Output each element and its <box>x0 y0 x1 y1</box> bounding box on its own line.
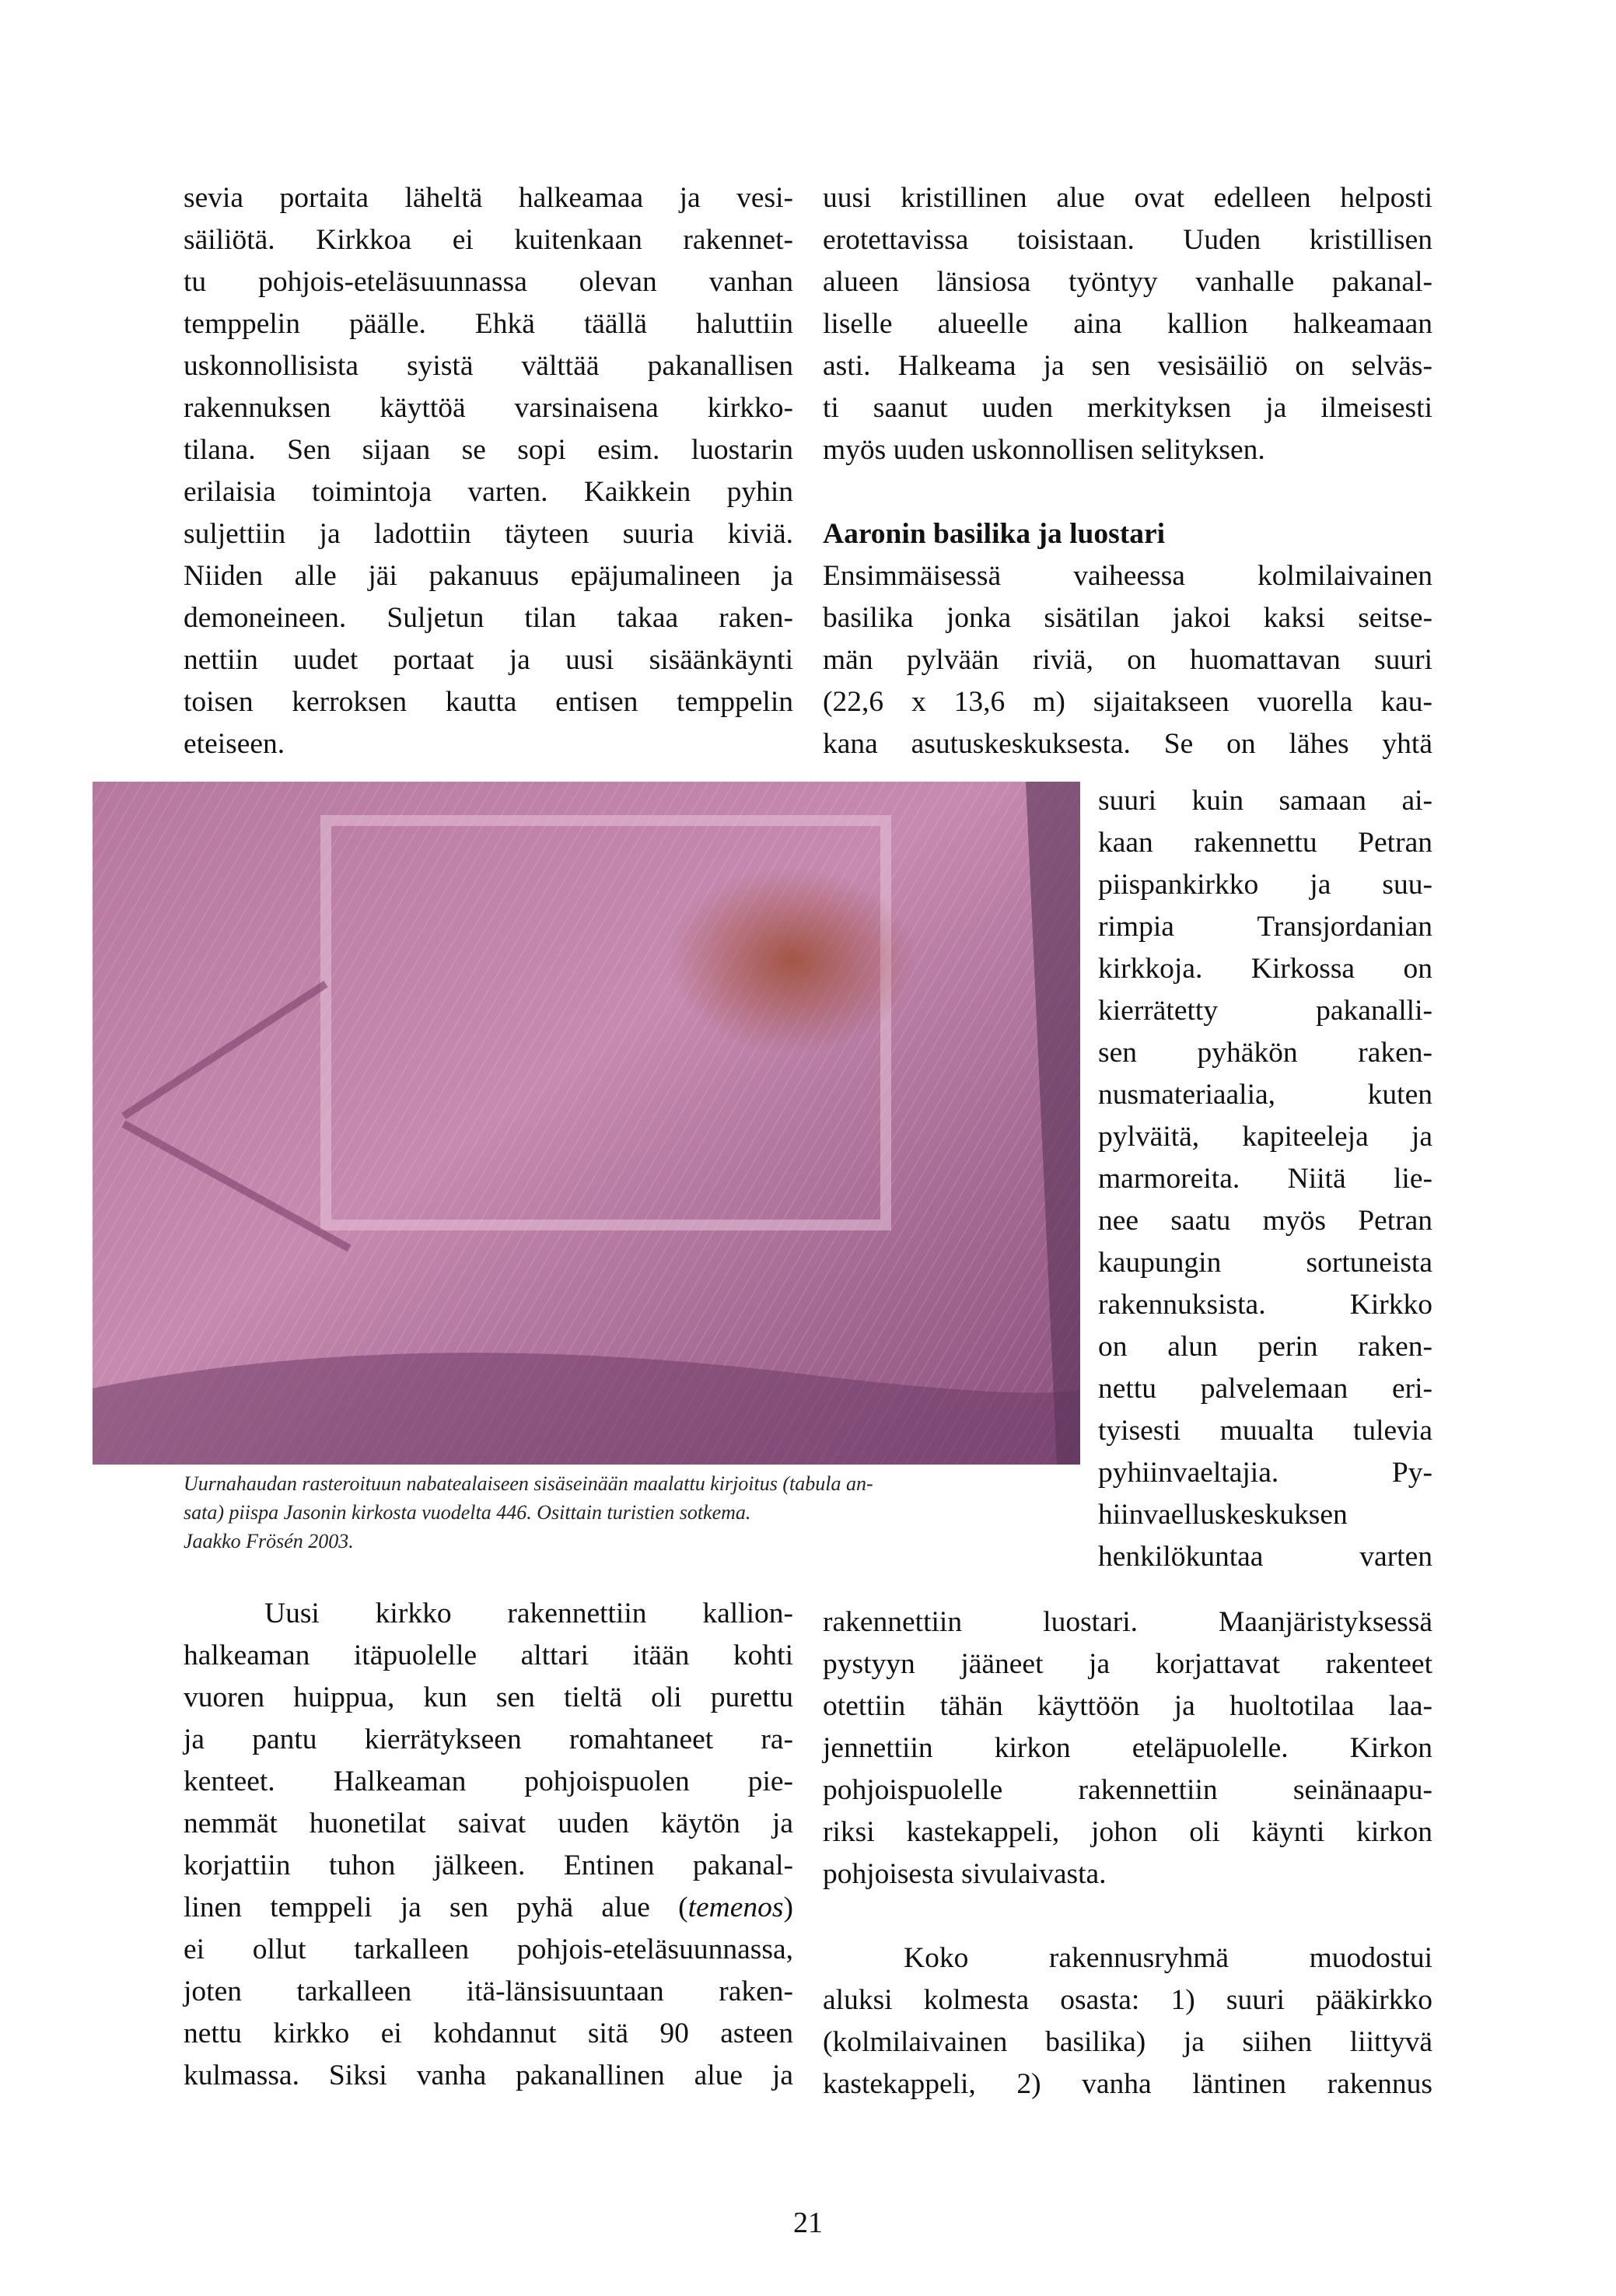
text-line: nee saatu myös Petran <box>1098 1205 1432 1237</box>
text-line: kenteet. Halkeaman pohjoispuolen pie- <box>184 1766 793 1797</box>
right-column-top <box>823 177 1432 765</box>
text-line: uusi kristillinen alue ovat edelleen helposti <box>823 182 1432 214</box>
text-line: Koko rakennusryhmä muodostui <box>904 1942 1432 1974</box>
text-line: kastekappeli, 2) vanha läntinen rakennus <box>823 2068 1432 2100</box>
text-line: jennettiin kirkon eteläpuolelle. Kirkon <box>823 1732 1432 1764</box>
text-line: erilaisia toimintoja varten. Kaikkein pyhin <box>184 476 793 508</box>
text-line: (22,6 x 13,6 m) sijaitakseen vuorella kau- <box>823 686 1432 718</box>
text-line: sevia portaita läheltä halkeamaa ja vesi- <box>184 182 793 214</box>
text-line: kirkkoja. Kirkossa on <box>1098 953 1432 985</box>
right-section-paragraph <box>823 555 1432 765</box>
text-line: uskonnollisista syistä välttää pakanallisen <box>184 350 793 382</box>
text-line: alueen länsiosa työntyy vanhalle pakanal- <box>823 266 1432 298</box>
text-line: nemmät huonetilat saivat uuden käytön ja <box>184 1808 793 1839</box>
text-line: eteiseen. <box>184 728 285 760</box>
text-line: kierrätetty pakanalli- <box>1098 995 1432 1027</box>
text-line: asti. Halkeama ja sen vesisäiliö on selväs- <box>823 350 1432 382</box>
text-line: erotettavissa toisistaan. Uuden kristillisen <box>823 224 1432 256</box>
text-line: on alun perin raken- <box>1098 1331 1432 1363</box>
text-line: pohjoispuolelle rakennettiin seinänaapu- <box>823 1774 1432 1806</box>
text-line: ei ollut tarkalleen pohjois-eteläsuunnassa, <box>184 1934 793 1965</box>
text-line: hiinvaelluskeskuksen <box>1098 1499 1348 1531</box>
text-line: pohjoisesta sivulaivasta. <box>823 1858 1107 1890</box>
left-column-bottom <box>184 1593 793 2097</box>
text-line: suljettiin ja ladottiin täyteen suuria kiviä. <box>184 518 793 550</box>
temenos-line: linen temppeli ja sen pyhä alue (temenos) <box>184 1892 793 1923</box>
text-line: myös uuden uskonnollisen selityksen. <box>823 434 1265 466</box>
left-column-top <box>184 177 793 765</box>
text-line: vuoren huippua, kun sen tieltä oli purettu <box>184 1682 793 1713</box>
text-line: Uusi kirkko rakennettiin kallion- <box>264 1598 793 1629</box>
text-line: riksi kastekappeli, johon oli käynti kirkon <box>823 1816 1432 1848</box>
right-column-narrow <box>1098 780 1432 1578</box>
text-line: pylväitä, kapiteeleja ja <box>1098 1121 1432 1153</box>
text-line: tu pohjois-eteläsuunnassa olevan vanhan <box>184 266 793 298</box>
text-line: nettu kirkko ei kohdannut sitä 90 asteen <box>184 2018 793 2049</box>
right-column-bottom <box>823 1601 1432 2105</box>
text-line: tyisesti muualta tulevia <box>1098 1415 1432 1447</box>
text-line: halkeaman itäpuolelle alttari itään kohti <box>184 1640 793 1671</box>
photo-caption <box>184 1469 1081 1556</box>
text-line: marmoreita. Niitä lie- <box>1098 1163 1432 1195</box>
inscription-photo <box>93 782 1080 1465</box>
text-line: säiliötä. Kirkkoa ei kuitenkaan rakennet- <box>184 224 793 256</box>
text-line: aluksi kolmesta osasta: 1) suuri pääkirkko <box>823 1984 1432 2016</box>
text-line: liselle alueelle aina kallion halkeamaan <box>823 308 1432 340</box>
temenos-term: temenos <box>687 1892 784 1923</box>
text-line: kulmassa. Siksi vanha pakanallinen alue ja <box>184 2060 793 2091</box>
page-number: 21 <box>793 2207 823 2239</box>
left-bottom-paragraph-start <box>184 1593 793 1887</box>
right-bottom-paragraph <box>823 1601 1432 1895</box>
left-bottom-paragraph-end <box>184 1929 793 2097</box>
text-line: kana asutuskeskuksesta. Se on lähes yhtä <box>823 728 1432 760</box>
text-line: sen pyhäkön raken- <box>1098 1037 1432 1069</box>
caption-line: sata) piispa Jasonin kirkosta vuodelta 446. Osittain turistien sotkema. <box>184 1501 751 1524</box>
caption-line: Uurnahaudan rasteroituun nabatealaiseen sisäseinään maalattu kirjoitus (tabula an- <box>184 1472 873 1495</box>
text-line: rakennuksista. Kirkko <box>1098 1289 1432 1321</box>
caption-line: Jaakko Frösén 2003. <box>184 1530 354 1552</box>
text-line: toisen kerroksen kautta entisen temppelin <box>184 686 793 718</box>
text-line: henkilökuntaa varten <box>1098 1541 1432 1573</box>
text-line: Niiden alle jäi pakanuus epäjumalineen ja <box>184 560 793 592</box>
text-line: Ensimmäisessä vaiheessa kolmilaivainen <box>823 560 1432 592</box>
text-line: suuri kuin samaan ai- <box>1098 785 1432 817</box>
text-line: basilika jonka sisätilan jakoi kaksi seitse- <box>823 602 1432 634</box>
text-line: temppelin päälle. Ehkä täällä haluttiin <box>184 308 793 340</box>
right-top-paragraph <box>823 177 1432 471</box>
text-line: män pylvään riviä, on huomattavan suuri <box>823 644 1432 676</box>
text-line: rakennuksen käyttöä varsinaisena kirkko- <box>184 392 793 424</box>
text-line: rakennettiin luostari. Maanjäristyksessä <box>823 1606 1432 1638</box>
text-line: nettu palvelemaan eri- <box>1098 1373 1432 1405</box>
right-final-paragraph <box>823 1937 1432 2105</box>
text-line: pystyyn jääneet ja korjattavat rakenteet <box>823 1648 1432 1680</box>
text-line: korjattiin tuhon jälkeen. Entinen pakanal- <box>184 1850 793 1881</box>
text-line: tilana. Sen sijaan se sopi esim. luostarin <box>184 434 793 466</box>
text-line: otettiin tähän käyttöön ja huoltotilaa laa- <box>823 1690 1432 1722</box>
section-heading: Aaronin basilika ja luostari <box>823 518 1166 550</box>
text-line: pyhiinvaeltajia. Py- <box>1098 1457 1432 1489</box>
text-line: kaan rakennettu Petran <box>1098 827 1432 859</box>
text-line: (kolmilaivainen basilika) ja siihen liittyvä <box>823 2026 1432 2058</box>
text-line: kaupungin sortuneista <box>1098 1247 1432 1279</box>
text-line: nusmateriaalia, kuten <box>1098 1079 1432 1111</box>
text-line: piispankirkko ja suu- <box>1098 869 1432 901</box>
text-line: ti saanut uuden merkityksen ja ilmeisesti <box>823 392 1432 424</box>
text-line: demoneineen. Suljetun tilan takaa raken- <box>184 602 793 634</box>
text-line: ja pantu kierrätykseen romahtaneet ra- <box>184 1724 793 1755</box>
text-line: joten tarkalleen itä-länsisuuntaan raken- <box>184 1976 793 2007</box>
text-line: rimpia Transjordanian <box>1098 911 1432 943</box>
text-line: nettiin uudet portaat ja uusi sisäänkäynti <box>184 644 793 676</box>
